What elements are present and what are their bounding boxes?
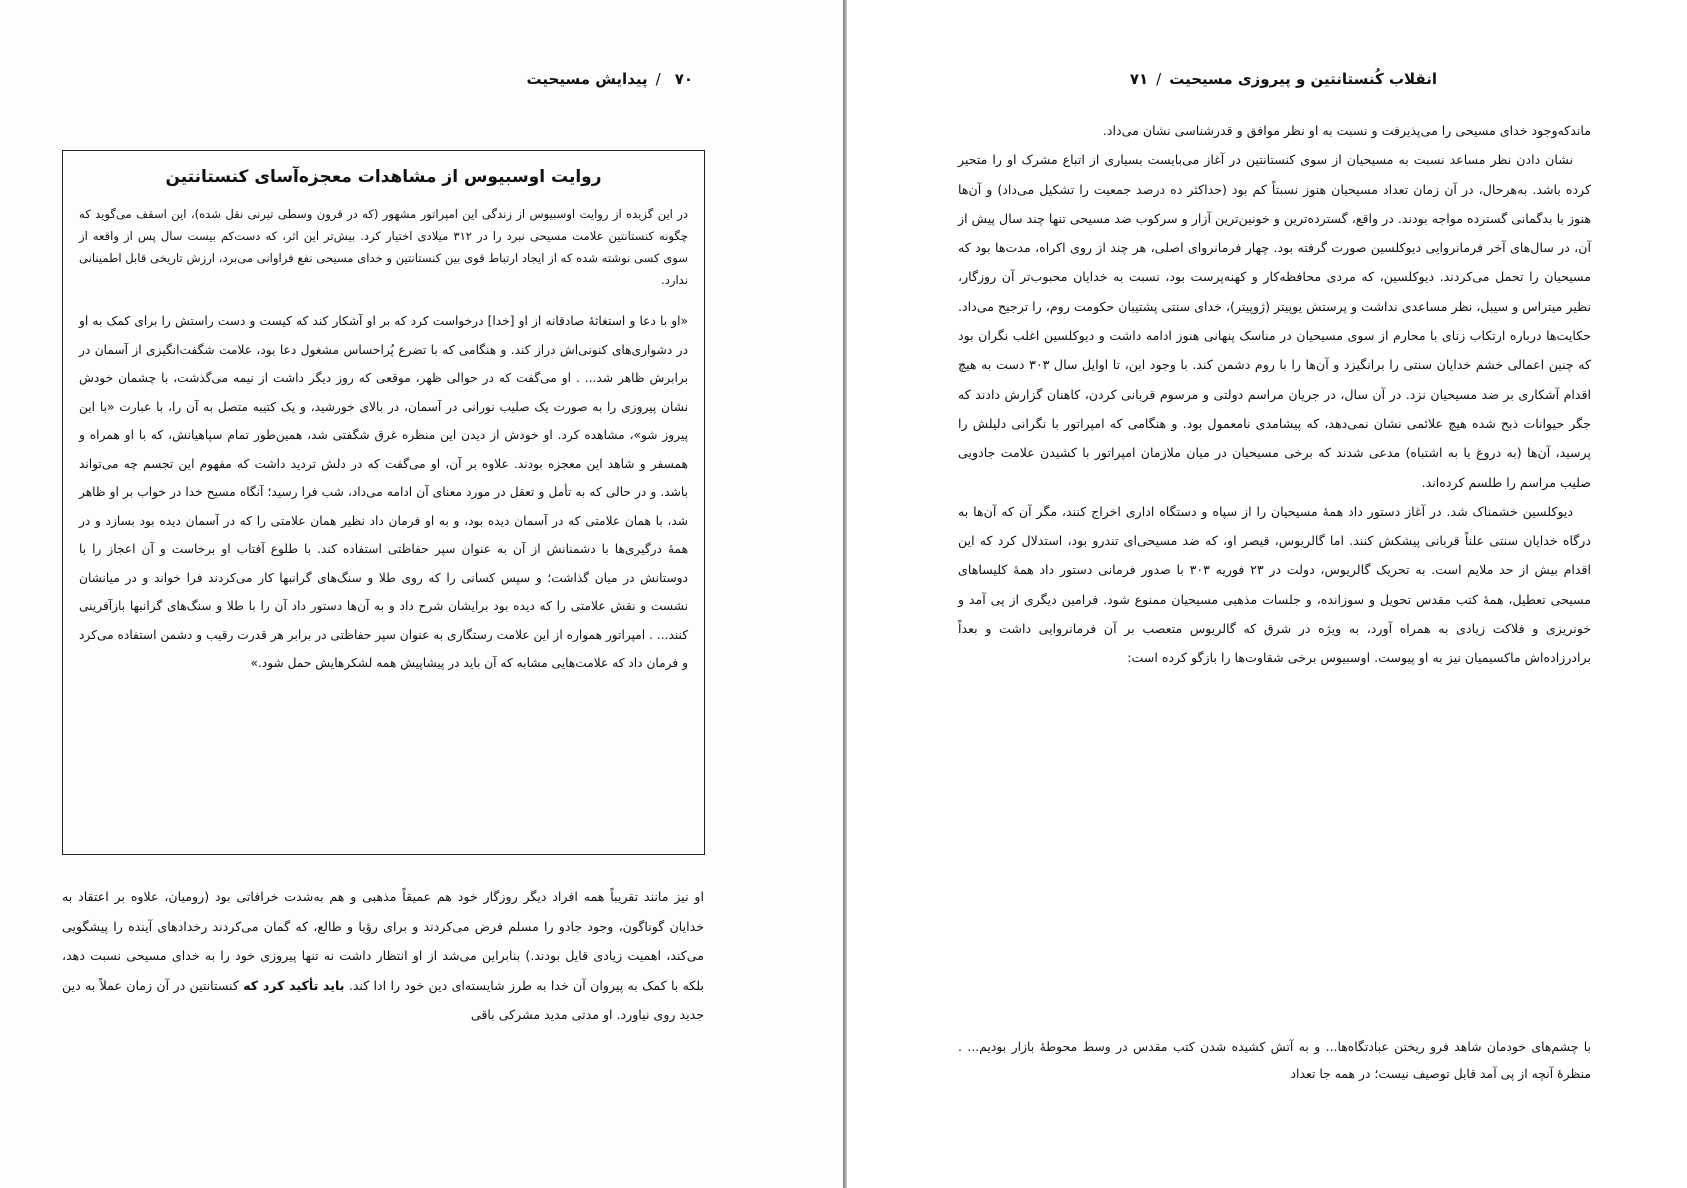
right-page-number: ٧١ <box>1129 70 1149 88</box>
right-paragraph: ماند‌که‌وجود خدای مسیحی را می‌پذیرفت و نسبت به او نظر موافق و قدرشناسی نشان می‌داد. <box>1102 123 1591 138</box>
box-title: روایت اوسبیوس از مشاهدات معجزه‌آسای کنستانتین <box>165 167 602 187</box>
left-body-main: او نیز مانند تقریباً همه افراد دیگر روزگار خود هم عمیقاً مذهبی و هم به‌شدت خرافاتی بود (رومیان، علاوه بر اعتقاد به خدایان گوناگون، وجود جادو را مسلم فرض می‌کردند و برای رؤیا و طالع، که گمان می‌کردند رخدادهای آینده را پیشگویی می‌کند، اهمیت زیادی قایل بودند.) بنابراین می‌شد از او انتظار داشت نه تنها پیروزی خود را به خدای مسیحی نسبت دهد، بلکه با کمک به پیروان آن خدا به طرز شایسته‌ای دین خود را ادا کند. <box>62 889 704 993</box>
box-intro: در این گزیده از روایت اوسبیوس از زندگی این امپراتور مشهور (که در قرون وسطی تیرنی نقل شده)، این اسقف می‌گوید که چگونه کنستانتین علامت مسیحی نبرد را در ۳۱۲ میلادی اختیار کرد. بیش‌تر این اثر، که دست‌کم بیست سال پس از واقعه از سوی کسی نوشته شده که از ایجاد ارتباط قوی بین کنستانتین و خدای مسیحی نفع فراوانی می‌برد، ارزش تاریخی قابل اطمینانی ندارد. <box>79 207 688 287</box>
right-page <box>847 0 1687 1188</box>
right-paragraph: دیوکلسین خشمناک شد. در آغاز دستور داد همهٔ مسیحیان را از سپاه و دستگاه اداری اخراج کنند، مگر آن که آن‌ها به درگاه خدایان سنتی علناً قربانی پیشکش کنند. اما گالریوس، قیصر او، که ضد مسیحی‌ای تندرو بود، استدلال کرد که این اقدام بیش از حد ملایم است. به تحریک گالریوس، دولت در ۲۳ فوریه ۳۰۳ با صدور فرمانی دستور داد همهٔ کلیساهای مسیحی تعطیل، همهٔ کتب مقدس تحویل و سوزانده، و جلسات مذهبی مسیحیان ممنوع شود. فرامین دیگری از پی آمد و خونریزی و فلاکت زیادی به همراه آورد، به ویژه در شرق که گالریوس متعصب بر آن فرمانروایی داشت و بعداً برادرزاده‌اش ماکسیمیان نیز به او پیوست. اوسبیوس برخی شقاوت‌ها را بازگو کرده است: <box>958 503 1592 666</box>
left-page <box>0 0 843 1188</box>
left-page-number: ٧٠ <box>674 70 693 88</box>
left-body-emphasis: باید تأکید کرد که <box>243 977 345 993</box>
right-running-head <box>1130 70 1437 88</box>
left-running-head <box>527 70 693 88</box>
right-head-separator: / <box>1156 70 1162 88</box>
right-paragraph: نشان دادن نظر مساعد نسبت به مسیحیان از سوی کنستانتین در آغاز می‌بایست بسیاری از اتباع مشرک او را متحیر کرده باشد. به‌هرحال، در آن زمان تعداد مسیحیان هنوز نسبتاً کم بود (حداکثر ده درصد جمعیت را تشکیل می‌داد) و آن‌ها هنوز با بدگمانی گسترده مواجه بودند. در واقع، گسترده‌ترین و خونین‌ترین آزار و سرکوب ضد مسیحی تنها چند سال پیش از آن، در سال‌های آخر فرمانروایی دیوکلسین صورت گرفته بود. چهار فرمانروای اصلی، هر چند از روی اکراه، مدت‌ها بود که مسیحیان را تحمل می‌کردند. دیوکلسین، که مردی محافظه‌کار و کهنه‌پرست بود، نسبت به خدایان محبوب‌تر آن روزگار، نظیر میتراس و سیبل، نظر مساعدی نداشت و پرستش یوپیتر (ژوپیتر)، خدای سنتی پشتیبان حکومت روم، را ترجیح می‌داد. حکایت‌ها درباره ارتکاب زنای با محارم از سوی مسیحیان در مناسک پنهانی هنوز ادامه داشت و دیوکلسین اغلب نگران بود که چنین اعمالی خشم خدایان سنتی را برانگیزد و آن‌ها را با روم دشمن کند. با وجود این، تا اوایل سال ۳۰۳ دست به هیچ اقدام آشکاری بر ضد مسیحیان نزد. در آن سال، در جریان مراسم دولتی و مرسوم قربانی کردن، کاهنان گزارش دادند که جگر حیوانات ذبح شده هیچ علائمی نشان نمی‌دهد، که پیشامدی نامعمول بود. و هنگامی که امپراتور با نگرانی دلیلش را پرسید، آن‌ها (به دروغ یا به اشتباه) مدعی شدند که برخی مسیحیان در میان ملازمان امپراتور با کشیدن علامت جادویی صلیب مراسم را طلسم کرده‌اند. <box>958 152 1591 490</box>
left-head-title: پیدایش مسیحیت <box>526 70 648 88</box>
excerpt-box <box>62 150 705 855</box>
right-body-text <box>958 116 1591 673</box>
left-body-end: کنستانتین در آن زمان عملاً به دین جدید روی نیاورد. او مدتی مدید مشرکی باقی <box>62 977 704 1022</box>
right-head-title: انقلاب کُنستانتین و پیروزی مسیحیت <box>1169 70 1437 88</box>
box-quote: «او با دعا و استغاثهٔ صادقانه از او [خدا] درخواست کرد که بر او آشکار کند که کیست و دست راستش را برای کمک به او در دشواری‌های کنونی‌اش دراز کند. و هنگامی که با تضرع پُراحساس مشغول دعا بود، علامت شگفت‌انگیزی از آسمان در برابرش ظاهر شد... . او می‌گفت که در حوالی ظهر، موقعی که روز دیگر داشت از نیمه می‌گذشت، با چشمان خودش نشان پیروزی را به صورت یک صلیب نورانی در آسمان، در بالای خورشید، و یک کتیبه متصل به آن را، با عبارت «با این پیروز شو»، مشاهده کرد. او خودش از دیدن این منظره غرق شگفتی شد، همین‌طور تمام سپاهیانش، که با او همراه و همسفر و شاهد این معجزه بودند. علاوه بر آن، او می‌گفت که در دلش تردید داشت که مفهوم این تجسم چه می‌تواند باشد. و در حالی که به تأمل و تعقل در مورد معنای آن ادامه می‌داد، شب فرا رسید؛ آنگاه مسیح خدا در خواب بر او ظاهر شد، با همان علامتی که در آسمان دیده بود، و به او فرمان داد نظیر همان علامتی را که در آسمان دیده بود بسازد و در همهٔ درگیری‌ها با دشمنانش از آن به عنوان سپر حفاظتی استفاده کند. با طلوع آفتاب او برخاست و آن اعجاز را با دوستانش در میان گذاشت؛ و سپس کسانی را که روی طلا و سنگ‌های گرانبها کار می‌کردند فرا خواند و در میانشان نشست و نقش علامتی را که دیده بود برایشان شرح داد و به آن‌ها دستور داد آن را با طلا و سنگ‌های گرانبها بازآفرینی کنند... . امپراتور همواره از این علامت رستگاری به عنوان سپر حفاظتی در برابر هر قدرت رقیب و دشمن استفاده می‌کرد و فرمان داد که علامت‌هایی مشابه که آن باید در پیشاپیش همه لشکرهایش حمل شود.» <box>79 314 688 670</box>
left-body-text <box>62 882 704 1030</box>
right-quote: با چشم‌های خودمان شاهد فرو ریختن عبادتگاه‌ها... و به آتش کشیده شدن کتب مقدس در وسط محوطهٔ بازار بودیم... . منظرهٔ آنچه از پی آمد قابل توصیف نیست؛ در همه جا تعداد <box>958 1039 1591 1081</box>
left-head-separator: / <box>655 70 661 88</box>
